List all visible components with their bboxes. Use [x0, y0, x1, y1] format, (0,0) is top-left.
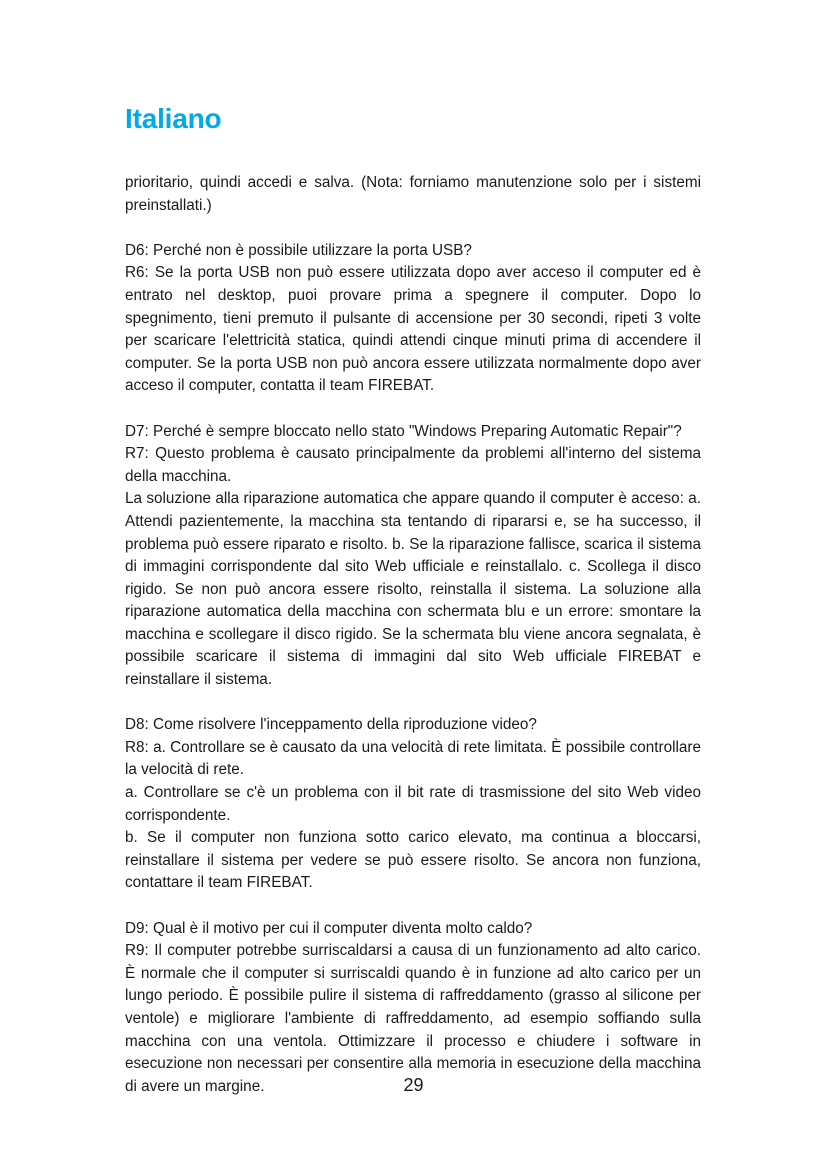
faq-question: D8: Come risolvere l'inceppamento della riproduzione video?: [125, 716, 537, 734]
page-number: 29: [403, 1075, 424, 1095]
page-heading: Italiano: [125, 103, 222, 134]
faq-answer: R8: a. Controllare se è causato da una velocità di rete limitata. È possibile controllare la velocità di rete.: [125, 738, 701, 779]
faq-question: D7: Perché è sempre bloccato nello stato "Windows Preparing Automatic Repair"?: [125, 422, 682, 440]
faq-item-d6: [125, 240, 701, 398]
faq-item-d9: [125, 918, 701, 1099]
faq-answer: R9: Il computer potrebbe surriscaldarsi a causa di un funzionamento ad alto carico. È normale che il computer si surriscaldi quando è in funzione ad alto carico per un lungo periodo. È possibile pulire il sistema di raffreddamento (grasso al silicone per ventole) e migliorare l'ambiente di raffreddamento, ad esempio soffiando sulla macchina con una ventola. Ottimizzare il processo e chiudere i software in esecuzione non necessari per consentire alla memoria in esecuzione della macchina di avere un margine.: [125, 942, 701, 1095]
paragraph-spacer: [125, 217, 701, 240]
paragraph-spacer: [125, 398, 701, 421]
faq-answer: R7: Questo problema è causato principalmente da problemi all'interno del sistema della macchina.: [125, 445, 701, 485]
faq-answer-continued: La soluzione alla riparazione automatica che appare quando il computer è acceso: a. Attendi pazientemente, la macchina sta tentando di ripararsi e, se ha successo, il problema può essere riparato e risolto. b. Se la riparazione fallisce, scarica il sistema di immagini corrispondente dal sito Web ufficiale e reinstallalo. c. Scollega il disco rigido. Se non può ancora essere risolto, reinstalla il sistema. La soluzione alla riparazione automatica della macchina con schermata blu e un errore: smontare la macchina e scollegare il disco rigido. Se la schermata blu viene ancora segnalata, è possibile scaricare il sistema di immagini dal sito Web ufficiale FIREBAT e reinstallare il sistema.: [125, 490, 701, 689]
paragraph-spacer: [125, 895, 701, 918]
document-body: [125, 172, 701, 1098]
faq-question: D6: Perché non è possibile utilizzare la porta USB?: [125, 241, 472, 259]
faq-item-d8: [125, 714, 701, 895]
faq-item-d7: [125, 421, 701, 692]
faq-question: D9: Qual è il motivo per cui il computer diventa molto caldo?: [125, 919, 533, 937]
faq-answer-continued: a. Controllare se c'è un problema con il bit rate di trasmissione del sito Web video corrispondente.: [125, 784, 701, 824]
paragraph-spacer: [125, 692, 701, 715]
intro-paragraph: prioritario, quindi accedi e salva. (Nota: forniamo manutenzione solo per i sistemi preinstallati.): [125, 174, 701, 214]
faq-answer-continued: b. Se il computer non funziona sotto carico elevato, ma continua a bloccarsi, reinstallare il sistema per vedere se può essere risolto. Se ancora non funziona, contattare il team FIREBAT.: [125, 829, 701, 892]
faq-answer: R6: Se la porta USB non può essere utilizzata dopo aver acceso il computer ed è entrato nel desktop, puoi provare prima a spegnere il computer. Dopo lo spegnimento, tieni premuto il pulsante di accensione per 30 secondi, ripeti 3 volte per scaricare l'elettricità statica, quindi attendi cinque minuti prima di accendere il computer. Se la porta USB non può ancora essere utilizzata normalmente dopo aver acceso il computer, contatta il team FIREBAT.: [125, 264, 701, 395]
